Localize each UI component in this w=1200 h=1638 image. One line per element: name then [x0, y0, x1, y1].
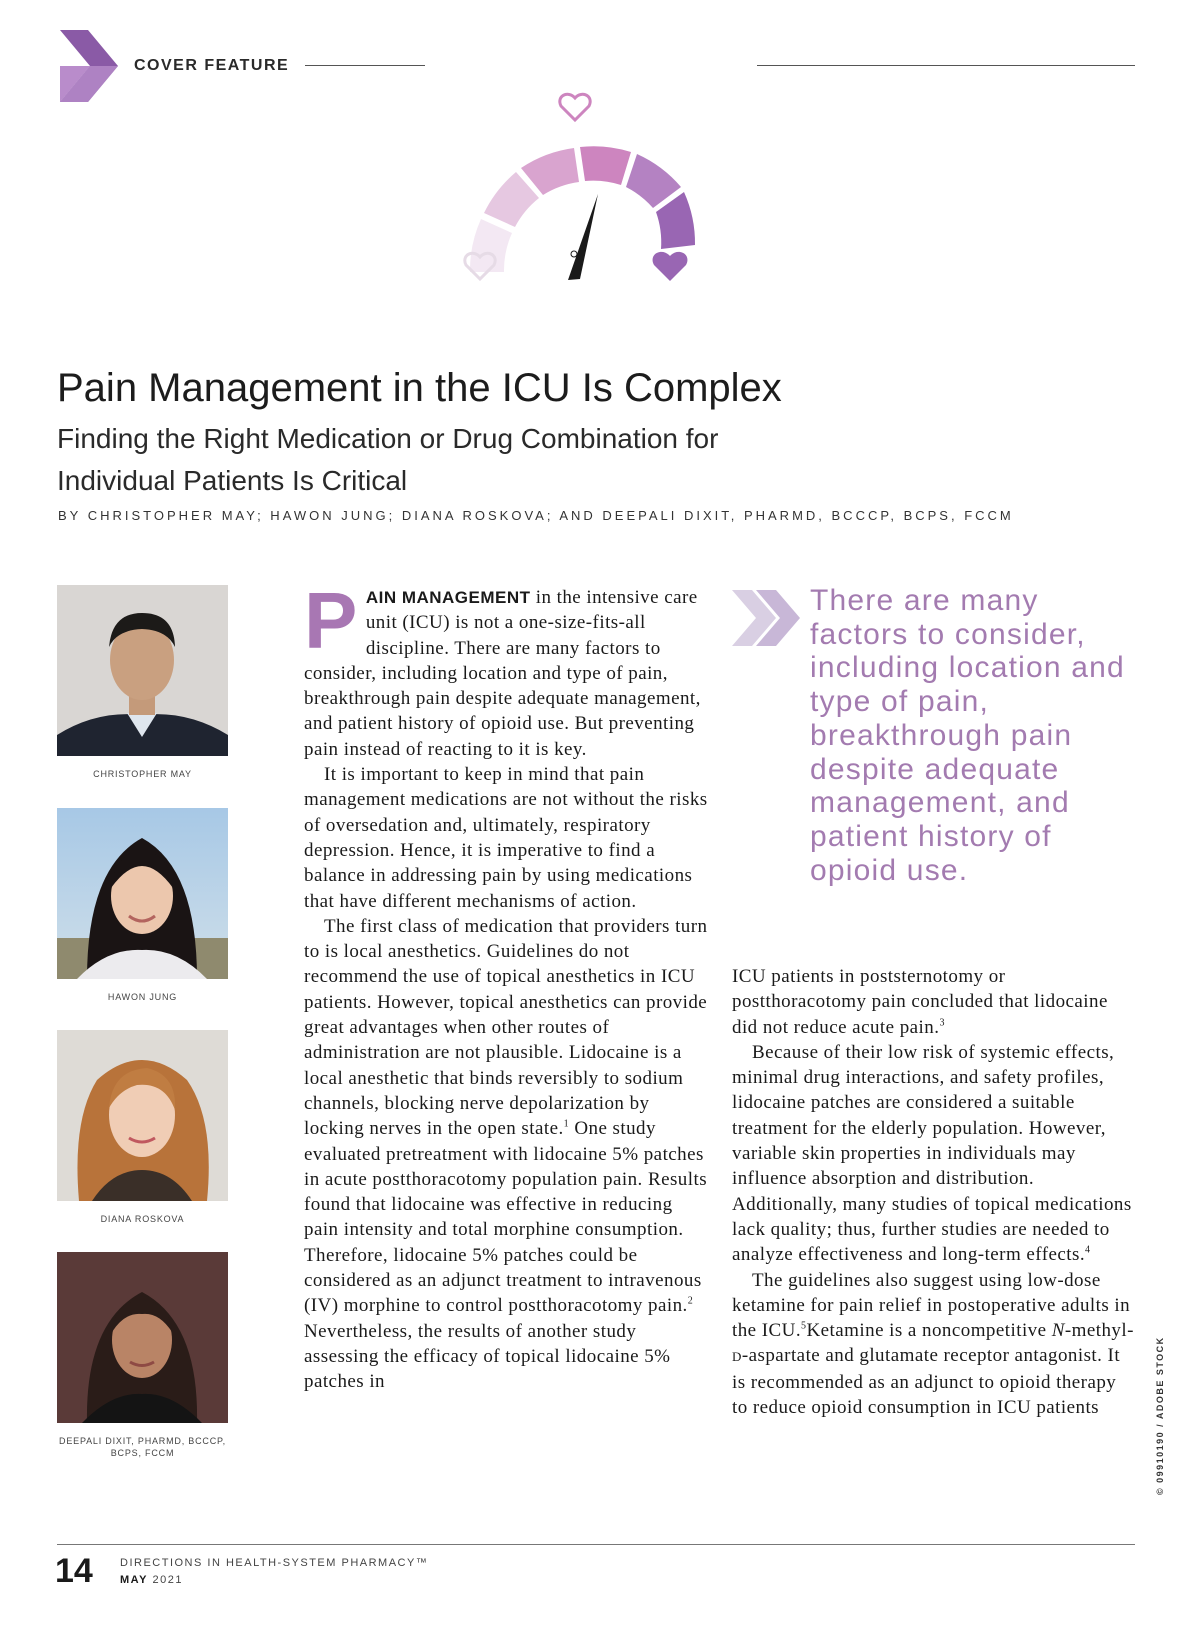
body-paragraph — [732, 1268, 1134, 1421]
body-column-2 — [732, 964, 1134, 1420]
author-photo — [57, 808, 228, 979]
author-caption-line-2: BCPS, FCCM — [110, 1448, 175, 1458]
author-diana-roskova — [57, 1030, 228, 1225]
publication-date — [120, 1574, 183, 1586]
paragraph-text: in the intensive care unit (ICU) is not a one-size-fits-all discipline. There are many factors to consider, including location and type of pain, breakthrough pain despite adequate management, and patient history of opioid use. But preventing pain instead of reacting to it is key. — [304, 587, 701, 760]
author-photo — [57, 1252, 228, 1423]
italic-text: N — [1051, 1320, 1065, 1342]
gauge-segment-5 — [626, 154, 681, 208]
author-caption-line-1: DEEPALI DIXIT, PHARMD, BCCCP, — [59, 1436, 226, 1446]
lead-in: AIN MANAGEMENT — [365, 588, 531, 607]
author-christopher-may — [57, 585, 228, 780]
author-hawon-jung — [57, 808, 228, 1003]
footnote-ref: 3 — [939, 1017, 945, 1029]
body-column-1 — [304, 576, 709, 1395]
author-caption: HAWON JUNG — [107, 992, 178, 1002]
heart-filled-icon — [653, 252, 688, 281]
section-label: COVER FEATURE — [134, 57, 290, 74]
footnote-ref: 4 — [1085, 1244, 1091, 1256]
byline: BY CHRISTOPHER MAY; HAWON JUNG; DIANA ROSKOVA; AND DEEPALI DIXIT, PHARMD, BCCCP, BCPS, FCCM — [58, 508, 1014, 523]
subtitle-line-1: Finding the Right Medication or Drug Combination for — [57, 423, 719, 454]
body-paragraph — [304, 576, 709, 762]
footnote-ref: 2 — [687, 1295, 694, 1307]
footer-divider — [57, 1544, 1135, 1545]
gauge-segment-4 — [580, 146, 631, 185]
publication-name: DIRECTIONS IN HEALTH-SYSTEM PHARMACY™ — [120, 1557, 429, 1569]
image-credit-text: © 09910190 / ADOBE STOCK — [1155, 1336, 1165, 1495]
paragraph-text: -aspartate and glutamate receptor antagonist. It is recommended as an adjunct to opioid therapy to reduce opioid consumption in ICU patients — [732, 1345, 1121, 1419]
double-chevron-icon — [732, 590, 802, 646]
heart-top-icon — [560, 94, 590, 120]
page-number: 14 — [55, 1552, 93, 1590]
publication-year: 2021 — [152, 1574, 183, 1586]
gauge-segment-1 — [470, 219, 512, 272]
image-credit — [1155, 1335, 1169, 1495]
author-photo — [57, 1030, 228, 1201]
footnote-ref: 5 — [801, 1320, 807, 1332]
article-subtitle — [57, 418, 857, 502]
paragraph-text: -methyl- — [1064, 1320, 1134, 1342]
gauge-segment-2 — [484, 172, 539, 227]
small-caps-text: D — [732, 1349, 742, 1365]
author-caption — [57, 1435, 228, 1459]
paragraph-text: The guidelines also suggest using low-dose ketamine for pain relief in postoperative adults in the ICU. — [732, 1269, 1131, 1342]
author-deepali-dixit — [57, 1252, 228, 1459]
subtitle-line-2: Individual Patients Is Critical — [57, 465, 408, 496]
author-photo — [57, 585, 228, 756]
pull-quote: There are many factors to consider, including location and type of pain, breakthrough pain despite adequate management, and patient history of opioid use. — [810, 584, 1125, 887]
paragraph-text: ICU patients in poststernotomy or postthoracotomy pain concluded that lidocaine did not reduce acute pain. — [732, 966, 1108, 1038]
paragraph-text: Ketamine is a noncompetitive — [806, 1320, 1052, 1342]
body-paragraph: It is important to keep in mind that pain management medications are not without the risks of oversedation and, ultimately, respiratory depression. Hence, it is imperative to find a balance in addressing pain by using medications that have different mechanisms of action. — [304, 764, 708, 912]
publication-month: MAY — [120, 1574, 148, 1586]
footnote-ref: 1 — [563, 1118, 570, 1130]
chevron-logo-icon — [60, 30, 120, 102]
paragraph-text: The first class of medication that providers turn to is local anesthetics. Guidelines do not recommend the use of topical anesthetics in ICU patients. However, topical anesthetics can provide great advantages when other routes of administration are not plausible. Lidocaine is a local anesthetic that binds reversibly to sodium channels, blocking nerve depolarization by locking nerves in the open state. — [304, 915, 708, 1140]
article-title: Pain Management in the ICU Is Complex — [57, 366, 782, 410]
body-paragraph — [732, 1040, 1134, 1268]
body-paragraph — [304, 914, 709, 1395]
header-divider-left — [305, 65, 425, 66]
paragraph-text: Because of their low risk of systemic effects, minimal drug interactions, and safety profiles, lidocaine patches are considered a suitable treatment for the elderly population. However, variable skin properties in individuals may influence absorption and distribution. Additionally, many studies of topical medications lack quality; thus, further studies are needed to analyze effectiveness and long-term effects. — [732, 1041, 1132, 1266]
author-caption: CHRISTOPHER MAY — [93, 769, 192, 779]
body-paragraph — [732, 964, 1134, 1040]
drop-cap: P — [304, 576, 358, 665]
paragraph-text: Nevertheless, the results of another study assessing the efficacy of topical lidocaine 5% patches in — [304, 1320, 671, 1393]
paragraph-text: One study evaluated pretreatment with lidocaine 5% patches in acute postthoracotomy population pain. Results found that lidocaine was effective in reducing pain intensity and total morphine consumption. Therefore, lidocaine 5% patches could be considered as an adjunct treatment to intravenous (IV) morphine to control postthoracotomy pain. — [304, 1118, 708, 1317]
author-caption: DIANA ROSKOVA — [100, 1214, 185, 1224]
pain-scale-gauge-icon — [460, 92, 730, 302]
gauge-needle — [568, 194, 598, 280]
header-divider-right — [757, 65, 1135, 66]
